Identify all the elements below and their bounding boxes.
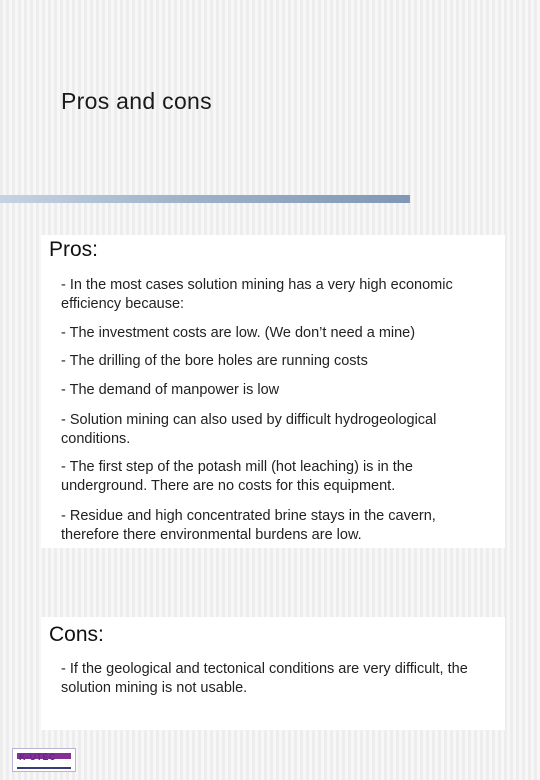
cons-item: - If the geological and tectonical conditions are very difficult, the solution mining is not usable.	[61, 661, 468, 696]
pros-item: - The first step of the potash mill (hot leaching) is in the underground. There are no costs for this equipment.	[61, 459, 413, 494]
logo-underline	[17, 767, 71, 769]
k-utec-logo	[12, 748, 76, 772]
pros-heading: Pros:	[49, 238, 99, 261]
pros-item: - Solution mining can also used by difficult hydrogeological conditions.	[61, 412, 437, 447]
pros-item: - In the most cases solution mining has a very high economic efficiency because:	[61, 277, 453, 312]
slide-title: Pros and cons	[61, 88, 212, 114]
pros-item: - The drilling of the bore holes are running costs	[61, 353, 368, 369]
title-underline-bar	[0, 195, 410, 203]
logo-text: K-UTEC	[19, 752, 56, 762]
pros-item: - The investment costs are low. (We don’t need a mine)	[61, 325, 416, 341]
pros-item: - The demand of manpower is low	[61, 382, 280, 398]
pros-box	[41, 235, 505, 548]
pros-item: - Residue and high concentrated brine stays in the cavern, therefore there environmental burdens are low.	[61, 508, 436, 543]
cons-heading: Cons:	[49, 623, 104, 646]
cons-box	[41, 617, 505, 730]
